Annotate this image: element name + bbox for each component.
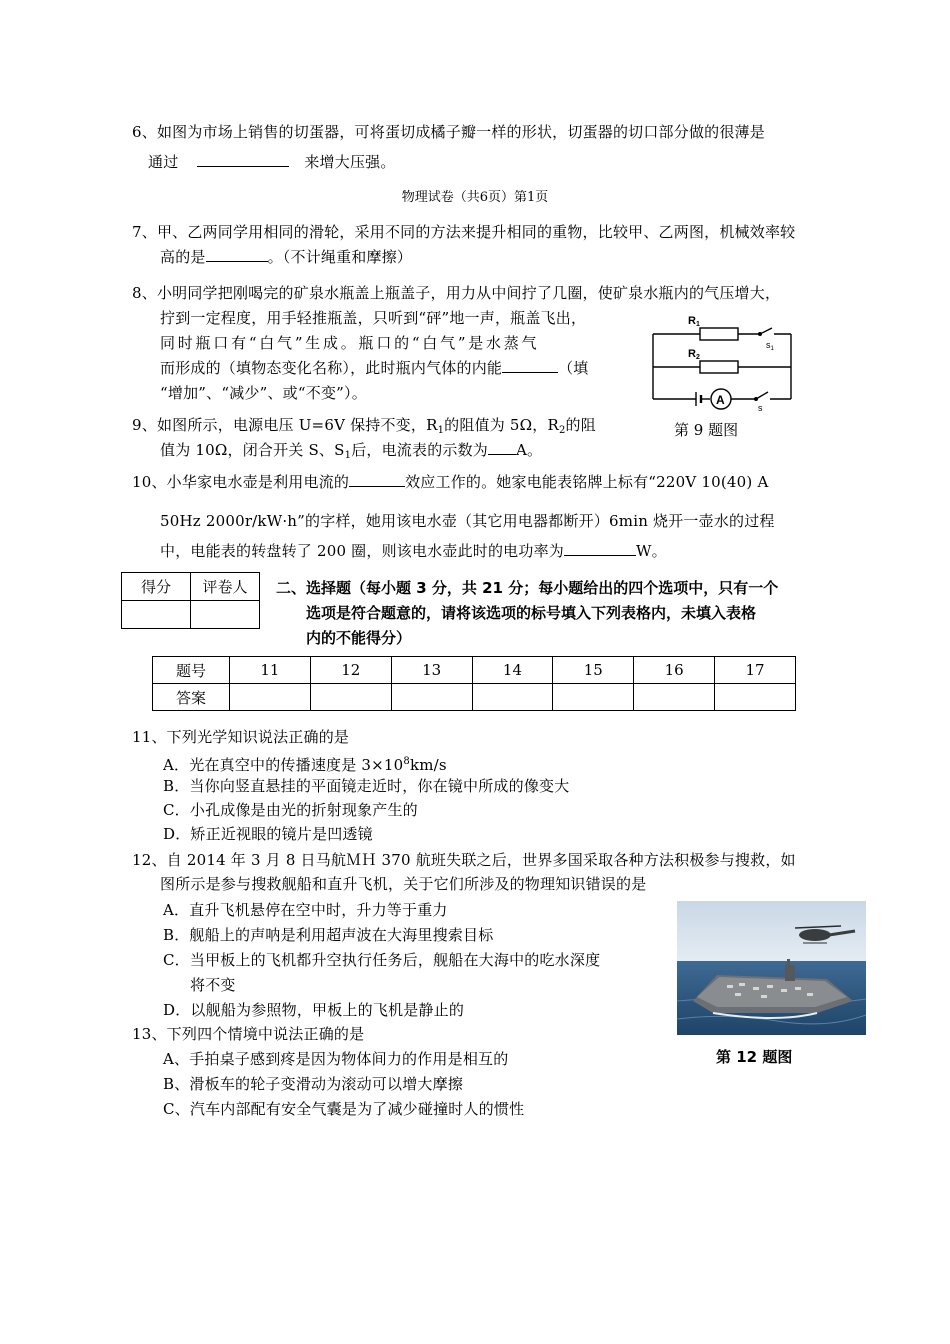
q9-sub-r1: 1 [437,425,445,436]
score-cell[interactable] [122,601,191,629]
q10-blank-2[interactable] [564,541,636,556]
answer-table-number: 16 [634,657,715,684]
q11-option-d: D．矫正近视眼的镜片是凹透镜 [163,825,373,843]
answer-table-number: 14 [472,657,553,684]
q8-line4-a: 而形成的（填物态变化名称），此时瓶内气体的内能 [160,359,503,377]
q11-a-sup: 8 [403,756,410,767]
answer-table-number: 13 [391,657,472,684]
q9-line2-b: 后，电流表的示数为 [351,441,488,459]
answer-table-number: 15 [553,657,634,684]
q7-line2-b: 。（不计绳重和摩擦） [267,248,413,266]
q6-line2 [148,152,396,172]
q10-blank-1[interactable] [349,472,405,487]
q9-line1-b: 的阻值为 5Ω，R [444,416,559,434]
circuit-s-label: s [758,403,763,413]
q7-line2 [160,247,412,267]
answer-cell-17[interactable] [715,684,796,711]
circuit-diagram [648,312,798,416]
q12-option-c-line1: C．当甲板上的飞机都升空执行任务后，舰船在大海中的吃水深度 [163,951,601,969]
q10-line1 [132,472,768,492]
circuit-r2-label: R2 [688,348,700,361]
answer-table-answer-label: 答案 [153,684,230,711]
q12-line1: 12、自 2014 年 3 月 8 日马航ＭＨ 370 航班失联之后，世界多国采取各种方法积极参与搜救，如 [132,851,796,869]
q8-line4 [160,358,589,378]
q8-line3: 同 时 瓶 口 有 “ 白 气 ” 生 成 。 瓶 口 的 “ 白 气 ” 是 水 蒸 气 [160,334,536,352]
q11-option-a [163,752,447,775]
q8-line2: 拧到一定程度，用手轻推瓶盖，只听到“砰”地一声，瓶盖飞出， [160,309,587,327]
section2-line2: 选项是符合题意的，请将该选项的标号填入下列表格内，未填入表格 [306,604,757,622]
q11-stem: 11、下列光学知识说法正确的是 [132,728,350,746]
answer-cell-12[interactable] [310,684,391,711]
q11-option-c: C．小孔成像是由光的折射现象产生的 [163,801,418,819]
q11-option-b: B．当你向竖直悬挂的平面镜走近时，你在镜中所成的像变大 [163,777,570,795]
section2-line3: 内的不能得分） [306,629,412,647]
q8-line1: 8、小明同学把刚喝完的矿泉水瓶盖上瓶盖子，用力从中间拧了几圈，使矿泉水瓶内的气压增大， [132,284,781,302]
q9-sub-r2: 2 [558,425,566,436]
answer-table [152,656,796,711]
ammeter-label: A [716,393,725,407]
answer-table-number: 12 [310,657,391,684]
score-label: 得分 [122,573,191,601]
circuit-caption: 第 9 题图 [674,421,739,439]
q13-option-c: C、汽车内部配有安全气囊是为了减少碰撞时人的惯性 [163,1100,525,1118]
q6-blank[interactable] [197,152,289,167]
q8-line5: “增加”、“减少”、或“不变”）。 [160,384,367,402]
q13-option-a: A、手拍桌子感到疼是因为物体间力的作用是相互的 [163,1050,509,1068]
q10-line3-b: W。 [635,542,667,560]
q10-line3-a: 中，电能表的转盘转了 200 圈，则该电水壶此时的电功率为 [160,542,564,560]
page-footer: 物理试卷（共6页）第1页 [401,190,549,205]
answer-cell-11[interactable] [230,684,311,711]
q6-line1: 6、如图为市场上销售的切蛋器，可将蛋切成橘子瓣一样的形状，切蛋器的切口部分做的很薄是 [132,123,765,141]
q9-sub-s1: 1 [344,450,352,461]
q9-line1 [132,415,596,441]
q12-option-d: D．以舰船为参照物，甲板上的飞机是静止的 [163,1001,465,1019]
q9-line2 [160,440,542,466]
q12-figure-caption: 第 12 题图 [716,1048,793,1066]
q12-option-a: A．直升飞机悬停在空中时，升力等于重力 [163,901,448,919]
q10-line2: 50Hz 2000r/kW·h”的字样，她用该电水壶（其它用电器都断开）6min 烧开一壶水的过程 [160,512,775,530]
q9-line2-a: 值为 10Ω，闭合开关 S、S [160,441,345,459]
q9-line1-c: 的阻 [565,416,596,434]
q13-stem: 13、下列四个情境中说法正确的是 [132,1025,365,1043]
section2-line1: 二、选择题（每小题 3 分，共 21 分；每小题给出的四个选项中，只有一个 [276,579,779,597]
circuit-r1-label: R1 [688,315,700,328]
q9-line1-a: 9、如图所示，电源电压 U=6V 保持不变，R [132,416,438,434]
q8-line4-b: （填 [558,359,589,377]
answer-table-number: 17 [715,657,796,684]
q8-blank[interactable] [502,358,558,373]
q11-a-pre: A．光在真空中的传播速度是 3×10 [163,756,404,774]
q10-line1-a: 10、小华家电水壶是利用电流的 [132,473,350,491]
q13-option-b: B、滑板车的轮子变滑动为滚动可以增大摩擦 [163,1075,464,1093]
q9-line2-c: A。 [516,441,543,459]
q10-line3 [160,541,667,561]
grader-label: 评卷人 [191,573,260,601]
answer-table-number-label: 题号 [153,657,230,684]
q7-blank[interactable] [206,247,268,262]
q11-a-post: km/s [409,756,447,774]
q12-option-b: B．舰船上的声呐是利用超声波在大海里搜索目标 [163,926,494,944]
carrier-helicopter-photo [677,901,866,1035]
answer-table-number: 11 [230,657,311,684]
score-box [121,572,260,629]
circuit-s1-label: $s_1$ [766,340,774,352]
q6-line2-b: 来增大压强。 [304,153,396,171]
q10-line1-b: 效应工作的。她家电能表铭牌上标有“220V 10(40) A [405,473,769,491]
answer-cell-13[interactable] [391,684,472,711]
q9-blank[interactable] [488,440,516,455]
answer-cell-14[interactable] [472,684,553,711]
grader-cell[interactable] [191,601,260,629]
q7-line1: 7、甲、乙两同学用相同的滑轮，采用不同的方法来提升相同的重物，比较甲、乙两图，机械效率较 [132,223,796,241]
q6-line2-a: 通过 [148,153,179,171]
answer-cell-15[interactable] [553,684,634,711]
answer-cell-16[interactable] [634,684,715,711]
q12-option-c-line2: 将不变 [190,976,236,994]
q7-line2-a: 高的是 [160,248,206,266]
q12-line2: 图所示是参与搜救舰船和直升飞机，关于它们所涉及的物理知识错误的是 [160,875,647,893]
